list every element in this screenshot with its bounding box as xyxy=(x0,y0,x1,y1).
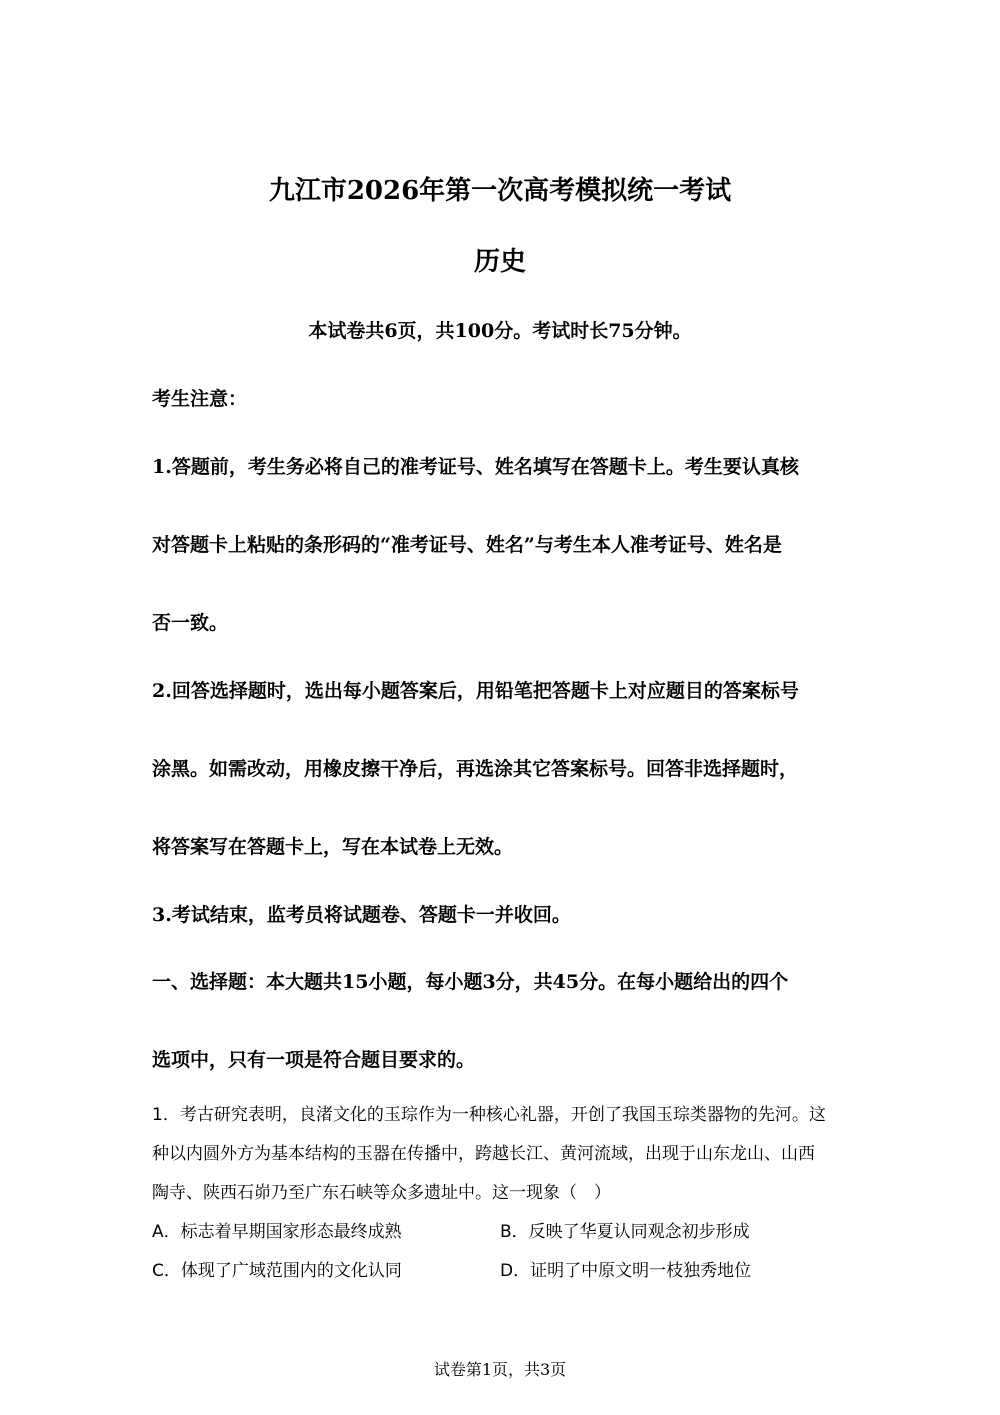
subject-title: 历史 xyxy=(473,247,526,277)
question-stem-line: 1．考古研究表明，良渚文化的玉琮作为一种核心礼器，开创了我国玉琮类器物的先河。这 xyxy=(152,1105,826,1125)
notice-line: 将答案写在答题卡上，写在本试卷上无效。 xyxy=(152,836,514,858)
notice-line: 对答题卡上粘贴的条形码的“准考证号、姓名”与考生本人准考证号、姓名是 xyxy=(152,534,782,556)
option-c: C．体现了广域范围内的文化认同 xyxy=(152,1261,402,1281)
notice-line: 否一致。 xyxy=(152,612,229,634)
notice-line: 1.答题前，考生务必将自己的准考证号、姓名填写在答题卡上。考生要认真核 xyxy=(152,456,799,478)
question-stem-line: 陶寺、陕西石峁乃至广东石峡等众多遗址中。这一现象（ ） xyxy=(152,1183,611,1203)
option-b: B．反映了华夏认同观念初步形成 xyxy=(500,1222,750,1242)
notice-line: 涂黑。如需改动，用橡皮擦干净后，再选涂其它答案标号。回答非选择题时， xyxy=(152,758,799,780)
page-footer: 试卷第1页，共3页 xyxy=(433,1360,567,1379)
notice-line: 2.回答选择题时，选出每小题答案后，用铅笔把答题卡上对应题目的答案标号 xyxy=(152,680,799,702)
option-a: A．标志着早期国家形态最终成熟 xyxy=(152,1222,402,1242)
option-d: D．证明了中原文明一枝独秀地位 xyxy=(500,1261,752,1281)
section-heading: 一、选择题：本大题共15小题，每小题3分，共45分。在每小题给出的四个 xyxy=(152,971,789,993)
exam-info: 本试卷共6页，共100分。考试时长75分钟。 xyxy=(308,320,692,342)
exam-title: 九江市2026年第一次高考模拟统一考试 xyxy=(268,176,732,206)
question-stem-line: 种以内圆外方为基本结构的玉器在传播中，跨越长江、黄河流域，出现于山东龙山、山西 xyxy=(152,1144,815,1164)
notice-line: 3.考试结束，监考员将试题卷、答题卡一并收回。 xyxy=(152,904,571,926)
section-heading: 选项中，只有一项是符合题目要求的。 xyxy=(152,1049,476,1071)
notice-heading: 考生注意： xyxy=(152,388,248,410)
